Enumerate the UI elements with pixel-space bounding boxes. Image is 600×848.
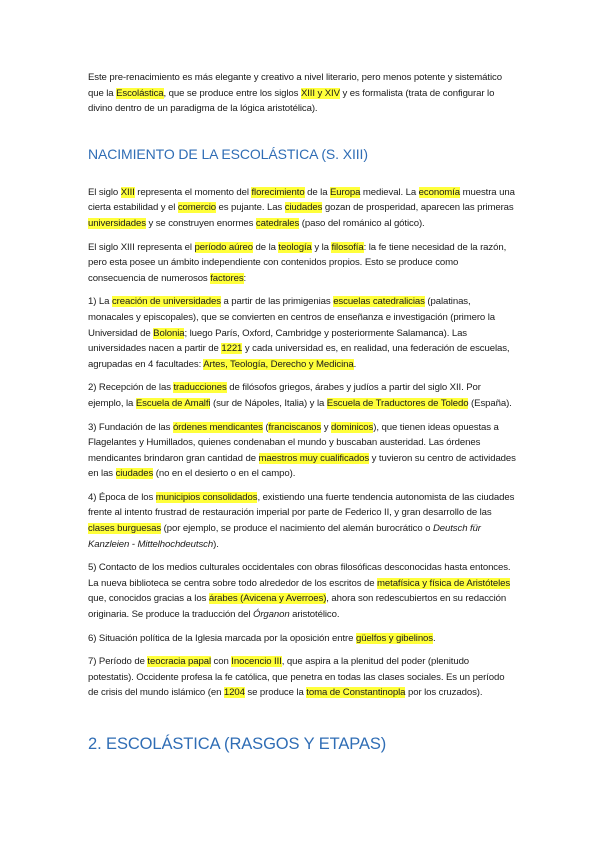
text-run: 7) Período de bbox=[88, 656, 148, 668]
page-content bbox=[88, 70, 516, 754]
text-run: representa el momento del bbox=[134, 186, 252, 198]
text-run: ( bbox=[262, 421, 269, 433]
highlighted-term: teología bbox=[278, 241, 312, 253]
highlighted-term: teocracia papal bbox=[147, 656, 211, 668]
text-run: muestra una cierta estabilidad y el bbox=[88, 186, 515, 214]
highlighted-term: franciscanos bbox=[268, 421, 322, 433]
text-run: y cada universidad es, en realidad, una federación de escuelas, agrupadas en 4 facultades: bbox=[88, 343, 510, 370]
text-run: y se construyen enormes bbox=[145, 217, 256, 229]
text-run: gozan de prosperidad, aparecen las primeras bbox=[322, 202, 514, 214]
highlighted-term: Bolonia bbox=[153, 327, 185, 339]
text-run: , ahora son redescubiertos en su redacción originaria. Se produce la traducción del bbox=[88, 593, 507, 621]
factor-ordenes-mendicantes bbox=[88, 420, 516, 482]
text-run: a partir de las primigenias bbox=[220, 296, 334, 308]
text-run: (por ejemplo, se produce el nacimiento del alemán burocrático o bbox=[161, 523, 433, 535]
highlighted-term: órdenes mendicantes bbox=[172, 421, 263, 433]
text-run: ). bbox=[213, 538, 219, 550]
text-run: (paso del románico al gótico). bbox=[299, 217, 425, 229]
highlighted-term: filosofía bbox=[331, 241, 364, 253]
highlighted-term: catedrales bbox=[255, 217, 300, 229]
highlighted-term: clases burguesas bbox=[88, 523, 162, 535]
highlighted-term: Escuela de Amalfi bbox=[135, 397, 211, 409]
factor-traducciones bbox=[88, 380, 516, 411]
highlighted-term: 1221 bbox=[221, 343, 243, 355]
text-run: y es formalista (trata de configurar lo divino dentro de un paradigma de la lógica aristotélica). bbox=[88, 87, 495, 115]
factor-municipios bbox=[88, 490, 516, 552]
text-run: de filósofos griegos, árabes y judíos a partir del siglo XII. Por ejemplo, la bbox=[88, 382, 481, 409]
highlighted-term: traducciones bbox=[173, 382, 227, 394]
highlighted-term: florecimiento bbox=[251, 186, 305, 198]
highlighted-term: metafísica y física de Aristóteles bbox=[377, 577, 511, 589]
highlighted-term: economía bbox=[418, 186, 461, 198]
highlighted-term: escuelas catedralicias bbox=[333, 296, 425, 308]
highlighted-term: universidades bbox=[88, 217, 146, 229]
section-heading-nacimiento: NACIMIENTO DE LA ESCOLÁSTICA (S. XIII) bbox=[88, 145, 368, 162]
highlighted-term: dominicos bbox=[330, 421, 374, 433]
highlighted-term: 1204 bbox=[223, 687, 245, 699]
highlighted-term: período aúreo bbox=[194, 241, 253, 253]
text-run: . bbox=[433, 632, 436, 644]
highlighted-term: Artes, Teología, Derecho y Medicina bbox=[203, 358, 354, 370]
highlighted-term: Inocencio III bbox=[231, 656, 282, 668]
text-run: : bbox=[243, 272, 247, 284]
text-run: (España). bbox=[468, 397, 512, 409]
highlighted-term: Escuela de Traductores de Toledo bbox=[326, 397, 469, 409]
highlighted-term: XIII bbox=[120, 186, 135, 198]
text-run: (no en el desierto o en el campo). bbox=[153, 468, 296, 480]
highlighted-term: güelfos y gibelinos bbox=[355, 632, 433, 644]
text-run: de la bbox=[304, 186, 330, 198]
text-run: 6) Situación política de la Iglesia marcada por la oposición entre bbox=[88, 632, 356, 644]
text-run: El siglo bbox=[88, 186, 121, 198]
highlighted-term: árabes (Avicena y Averroes) bbox=[208, 593, 327, 605]
text-run: 3) Fundación de las bbox=[88, 421, 173, 433]
highlighted-term: Escolástica bbox=[116, 87, 164, 99]
text-run: . bbox=[353, 358, 357, 370]
text-run: 4) Época de los bbox=[88, 491, 156, 503]
factor-contacto-obras bbox=[88, 560, 516, 622]
factor-teocracia-papal bbox=[88, 654, 516, 701]
text-run: se produce la bbox=[244, 687, 307, 699]
highlighted-term: toma de Constantinopla bbox=[306, 687, 406, 699]
text-run: , que aspira a la plenitud del poder (plenitudo potestatis). Occidente profesa la fe católica, que penetra en todas las clases sociales. Es un período de crisis del mundo islámico (en bbox=[88, 656, 505, 699]
text-run: y la bbox=[311, 241, 332, 253]
text-run: de la bbox=[252, 241, 279, 253]
highlighted-term: ciudades bbox=[284, 202, 323, 214]
highlighted-term: creación de universidades bbox=[111, 296, 221, 308]
highlighted-term: XIII y XIV bbox=[300, 87, 340, 99]
intro-paragraph bbox=[88, 70, 516, 117]
text-run: medieval. La bbox=[360, 186, 419, 198]
factor-universidades bbox=[88, 294, 516, 372]
text-run: con bbox=[210, 656, 232, 668]
text-run: 1) La bbox=[88, 296, 112, 308]
factor-situacion-politica bbox=[88, 631, 516, 647]
text-run: y bbox=[321, 421, 331, 433]
text-run: (palatinas, monacales y episcopales), que se convierten en centros de enseñanza e investigación (primero la Universidad de bbox=[88, 296, 495, 339]
text-run: por los cruzados). bbox=[405, 687, 483, 699]
highlighted-term: municipios consolidados bbox=[155, 491, 258, 503]
highlighted-term: maestros muy cualificados bbox=[258, 452, 370, 464]
text-run: que, conocidos gracias a los bbox=[88, 593, 209, 605]
highlighted-term: factores bbox=[210, 272, 244, 284]
text-run: (sur de Nápoles, Italia) y la bbox=[210, 397, 327, 409]
text-run: ), que tienen ideas opuestas a Flagelantes y Humillados, quienes condenaban el mundo y buscaban austeridad. Las órdenes mendicantes brindaron gran cantidad de bbox=[88, 421, 499, 464]
section-heading-escolastica: 2. ESCOLÁSTICA (RASGOS Y ETAPAS) bbox=[88, 735, 387, 753]
text-run: 2) Recepción de las bbox=[88, 382, 174, 394]
text-run: El siglo XIII representa el bbox=[88, 241, 195, 253]
text-run: , que se produce entre los siglos bbox=[163, 87, 301, 99]
text-run: Este pre-renacimiento es más elegante y creativo a nivel literario, pero menos potente y sistemático que la bbox=[88, 72, 502, 99]
italic-term: Deutsch für Kanzleien - Mittelhochdeutsch bbox=[88, 523, 481, 550]
paragraph-periodo-aureo bbox=[88, 240, 516, 287]
text-run: 5) Contacto de los medios culturales occidentales con obras filosóficas desconocidas hasta entonces. La nueva biblioteca se centra sobre todo alrededor de los escritos de bbox=[88, 562, 511, 589]
text-run: , existiendo una fuerte tendencia autonomista de las ciudades frente al intento frustrad de restauración imperial por parte de Federico II, y gran desarrollo de las bbox=[88, 491, 515, 519]
text-run: ; luego París, Oxford, Cambridge y posteriormente Salamanca). Las universidades nacen a partir de bbox=[88, 327, 467, 355]
text-run: es pujante. Las bbox=[215, 202, 285, 214]
highlighted-term: ciudades bbox=[115, 468, 154, 480]
highlighted-term: Europa bbox=[330, 186, 361, 198]
italic-term: Órganon bbox=[252, 609, 290, 621]
text-run: : la fe tiene necesidad de la razón, pero esta posee un ámbito independiente con contenidos propios. Esto se produce como consecuencia de numerosos bbox=[88, 241, 507, 284]
paragraph-siglo-xiii bbox=[88, 185, 516, 232]
text-run: y tuvieron su centro de actividades en las bbox=[88, 452, 516, 480]
highlighted-term: comercio bbox=[177, 202, 216, 214]
text-run: aristotélico. bbox=[289, 609, 340, 621]
